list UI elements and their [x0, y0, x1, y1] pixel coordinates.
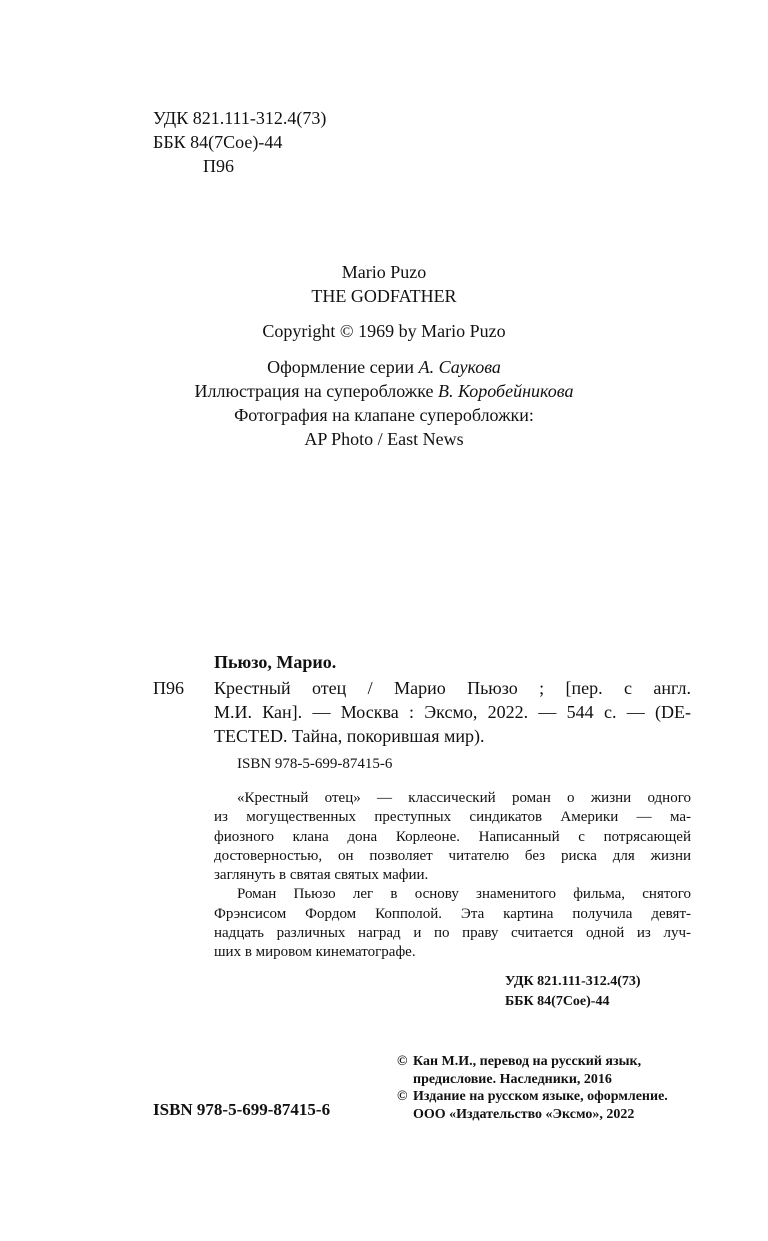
bibliographic-description: [214, 676, 691, 748]
flap-photo-label: Фотография на клапане суперобложки:: [234, 405, 534, 425]
classification-codes: [153, 106, 326, 178]
annotation-line: достоверностью, он позволяет читателю без риска для жизни: [214, 847, 691, 864]
annotation: [214, 789, 691, 963]
bibliographic-author-heading: Пьюзо, Марио.: [214, 652, 337, 672]
udk-code-bottom: УДК 821.111-312.4(73): [505, 974, 641, 989]
annotation-line: фиозного клана дона Корлеоне. Написанный с потрясающей: [214, 828, 691, 845]
cover-illustration-credit: [0, 379, 768, 403]
classification-codes-bottom: [505, 972, 641, 1012]
annotation-line: Фрэнсисом Фордом Копполой. Эта картина получила девят-: [214, 905, 691, 922]
bibliographic-line: Крестный отец / Марио Пьюзо ; [пер. с англ.: [214, 678, 691, 698]
bibliographic-author-mark: П96: [153, 678, 184, 698]
original-copyright: Copyright © 1969 by Mario Puzo: [262, 321, 506, 341]
edition-copyright: [397, 1088, 668, 1123]
copyright-icon: ©: [397, 1089, 408, 1104]
original-author: Mario Puzo: [341, 262, 427, 282]
annotation-line: ших в мировом кинематографе.: [214, 944, 416, 961]
annotation-line: из могущественных преступных синдикатов Америки — ма-: [214, 809, 691, 826]
edition-copyright-line: ООО «Издательство «Эксмо», 2022: [413, 1106, 635, 1122]
bbk-code: ББК 84(7Сое)-44: [153, 132, 283, 152]
annotation-line: заглянуть в святая святых мафии.: [214, 867, 429, 884]
original-title: THE GODFATHER: [311, 286, 457, 306]
series-design-name: А. Саукова: [418, 357, 501, 377]
udk-code: УДК 821.111-312.4(73): [153, 108, 327, 128]
bibliographic-isbn: ISBN 978-5-699-87415-6: [237, 756, 393, 772]
copyright-notices: [397, 1053, 668, 1123]
isbn-main: ISBN 978-5-699-87415-6: [153, 1100, 331, 1119]
cover-illustration-name: В. Коробейникова: [438, 381, 574, 401]
series-design-label: Оформление серии: [267, 357, 415, 377]
translation-copyright-line: Кан М.И., перевод на русский язык,: [413, 1054, 642, 1069]
annotation-line: Роман Пьюзо лег в основу знаменитого фильма, снятого: [237, 886, 691, 903]
bibliographic-line: М.И. Кан]. — Москва : Эксмо, 2022. — 544 с. — (DE-: [214, 702, 691, 722]
annotation-line: «Крестный отец» — классический роман о жизни одного: [237, 790, 691, 806]
series-design-credit: [0, 355, 768, 379]
edition-copyright-line: Издание на русском языке, оформление.: [413, 1089, 668, 1104]
author-mark: П96: [203, 156, 234, 176]
translation-copyright: [397, 1053, 668, 1088]
cover-illustration-label: Иллюстрация на суперобложке: [194, 381, 434, 401]
flap-photo-source: AP Photo / East News: [304, 429, 464, 449]
bbk-code-bottom: ББК 84(7Сое)-44: [505, 994, 610, 1009]
bibliographic-line: TECTED. Тайна, покорившая мир).: [214, 726, 485, 746]
translation-copyright-line: предисловие. Наследники, 2016: [413, 1071, 612, 1087]
copyright-icon: ©: [397, 1054, 408, 1069]
annotation-line: надцать различных наград и по праву считается одной из луч-: [214, 925, 691, 942]
